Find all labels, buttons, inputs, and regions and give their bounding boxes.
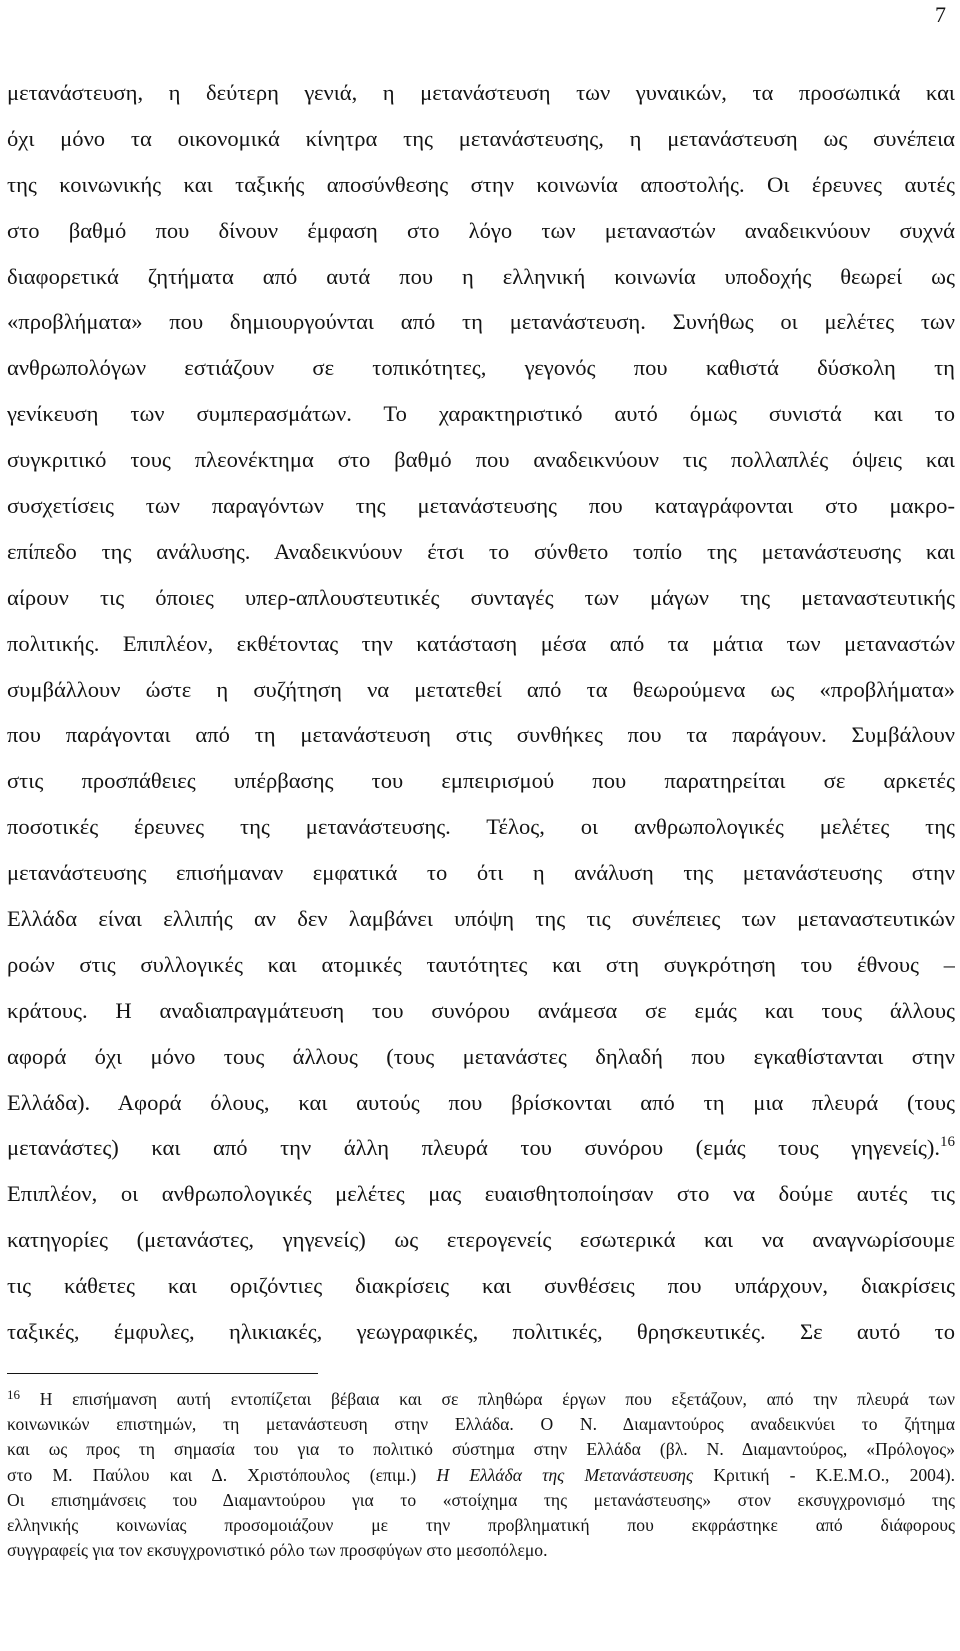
body-line: ανθρωπολόγων εστιάζουν σε τοπικότητες, γεγονός που καθιστά δύσκολη τη bbox=[7, 355, 955, 381]
body-line: κράτους. Η αναδιαπραγμάτευση του συνόρου ανάμεσα σε εμάς και τους άλλους bbox=[7, 997, 955, 1023]
footnote-text: στο Μ. Παύλου και Δ. Χριστόπουλος (επιμ.) bbox=[7, 1464, 437, 1485]
body-line: όχι μόνο τα οικονομικά κίνητρα της μετανάστευσης, η μετανάστευση ως συνέπεια bbox=[7, 125, 955, 151]
body-line: ταξικές, έμφυλες, ηλικιακές, γεωγραφικές, πολιτικές, θρησκευτικές. Σε αυτό το bbox=[7, 1319, 955, 1345]
body-line: Επιπλέον, οι ανθρωπολογικές μελέτες μας ευαισθητοποίησαν στο να δούμε αυτές τις bbox=[7, 1181, 955, 1207]
cited-book-title: Η Ελλάδα της Μετανάστευσης bbox=[436, 1464, 694, 1485]
footnote-line: Οι επισημάνσεις του Διαμαντούρου για το «στοίχημα της μετανάστευσης» στον εκσυγχρονισμό της bbox=[7, 1489, 955, 1510]
body-line: της κοινωνικής και ταξικής αποσύνθεσης στην κοινωνία αποστολής. Οι έρευνες αυτές bbox=[7, 171, 955, 197]
footnote-line: συγγραφείς για τον εκσυγχρονιστικό ρόλο των προσφύγων στο μεσοπόλεμο. bbox=[7, 1540, 548, 1561]
body-line: τις κάθετες και οριζόντιες διακρίσεις και συνθέσεις που υπάρχουν, διακρίσεις bbox=[7, 1273, 955, 1299]
body-line: συμβάλλουν ώστε η συζήτηση να μετατεθεί από τα θεωρούμενα ως «προβλήματα» bbox=[7, 676, 955, 702]
body-line: Ελλάδα). Αφορά όλους, και αυτούς που βρίσκονται από τη μια πλευρά (τους bbox=[7, 1089, 955, 1115]
body-line: πολιτικής. Επιπλέον, εκθέτοντας την κατάσταση μέσα από τα μάτια των μεταναστών bbox=[7, 630, 955, 656]
body-line: συσχετίσεις των παραγόντων της μετανάστευσης που καταγράφονται στο μακρο- bbox=[7, 493, 955, 519]
body-line: ροών στις συλλογικές και ατομικές ταυτότητες και στη συγκρότηση του έθνους – bbox=[7, 951, 955, 977]
body-line: που παράγονται από τη μετανάστευση στις συνθήκες που τα παράγουν. Συμβάλουν bbox=[7, 722, 955, 748]
body-line: συγκριτικό τους πλεονέκτημα στο βαθμό που αναδεικνύουν τις πολλαπλές όψεις και bbox=[7, 447, 955, 473]
footnote-text: Η επισήμανση αυτή εντοπίζεται βέβαια και σε πληθώρα έργων που εξετάζουν, από την πλευρά των bbox=[20, 1389, 955, 1409]
body-line: ποσοτικές έρευνες της μετανάστευσης. Τέλος, οι ανθρωπολογικές μελέτες της bbox=[7, 814, 955, 840]
body-line: αφορά όχι μόνο τους άλλους (τους μετανάστες δηλαδή που εγκαθίστανται στην bbox=[7, 1043, 955, 1069]
body-line: μετανάστευση, η δεύτερη γενιά, η μετανάστευση των γυναικών, τα προσωπικά και bbox=[7, 80, 955, 105]
footnote-line bbox=[7, 1387, 955, 1412]
body-line: διαφορετικά ζητήματα από αυτά που η ελληνική κοινωνία υποδοχής θεωρεί ως bbox=[7, 263, 955, 289]
body-line: στο βαθμό που δίνουν έμφαση στο λόγο των μεταναστών αναδεικνύουν συχνά bbox=[7, 217, 955, 243]
body-line: επίπεδο της ανάλυσης. Αναδεικνύουν έτσι το σύνθετο τοπίο της μετανάστευσης και bbox=[7, 538, 955, 564]
footnote-line bbox=[7, 1463, 955, 1488]
body-text bbox=[7, 70, 955, 1355]
footnote-mark: 16 bbox=[7, 1387, 20, 1402]
footnote bbox=[7, 1387, 955, 1563]
body-line: στις προσπάθειες υπέρβασης του εμπειρισμού που παρατηρείται σε αρκετές bbox=[7, 768, 955, 794]
footnote-separator bbox=[7, 1373, 318, 1374]
body-line: κατηγορίες (μετανάστες, γηγενείς) ως ετερογενείς εσωτερικά και να αναγνωρίσουμε bbox=[7, 1227, 955, 1253]
body-line: αίρουν τις όποιες υπερ-απλουστευτικές συνταγές των μάγων της μεταναστευτικής bbox=[7, 584, 955, 610]
footnote-line: ελληνικής κοινωνίας προσομοιάζουν με την προβληματική που εκφράστηκε από διάφορους bbox=[7, 1514, 955, 1535]
body-line-text: μετανάστες) και από την άλλη πλευρά του συνόρου (εμάς τους γηγενείς). bbox=[7, 1135, 940, 1161]
footnote-text: Κριτική - Κ.Ε.Μ.Ο., 2004). bbox=[693, 1464, 955, 1485]
body-line-with-footnote-ref bbox=[7, 1125, 955, 1171]
page-number: 7 bbox=[935, 2, 946, 27]
body-line: Ελλάδα είναι ελλιπής αν δεν λαμβάνει υπόψη της τις συνέπειες των μεταναστευτικών bbox=[7, 906, 955, 932]
body-line: «προβλήματα» που δημιουργούνται από τη μετανάστευση. Συνήθως οι μελέτες των bbox=[7, 309, 955, 335]
footnote-line: κοινωνικών επιστημών, τη μετανάστευση στην Ελλάδα. Ο Ν. Διαμαντούρος αναδεικνύει το ζήτημα bbox=[7, 1414, 955, 1435]
footnote-line: και ως προς τη σημασία του για το πολιτικό σύστημα στην Ελλάδα (βλ. Ν. Διαμαντούρος, «Πρόλογος» bbox=[7, 1439, 955, 1460]
body-line: γενίκευση των συμπερασμάτων. Το χαρακτηριστικό αυτό όμως συνιστά και το bbox=[7, 401, 955, 427]
footnote-reference[interactable]: 16 bbox=[940, 1134, 955, 1151]
body-line: μετανάστευσης επισήμαναν εμφατικά το ότι η ανάλυση της μετανάστευσης στην bbox=[7, 860, 955, 886]
